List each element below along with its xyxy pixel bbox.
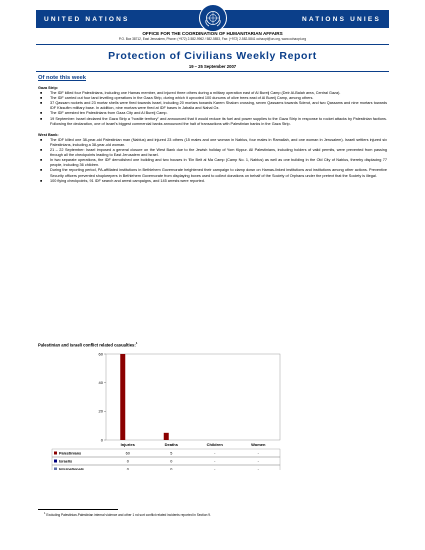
table-cell: - <box>214 459 216 464</box>
table-cell: - <box>214 467 216 470</box>
legend-label: Internationals <box>59 467 84 470</box>
bar-palestinians <box>120 354 125 440</box>
gaza-list <box>38 91 387 127</box>
gaza-heading: Gaza Strip: <box>38 86 59 90</box>
y-tick-label: 60 <box>98 351 103 357</box>
table-cell: 0 <box>170 459 173 464</box>
list-item: ■ 37 Qassam rockets and 23 mortar shells were fired towards Israel, including 20 mortars towards Karem Shalom crossing, seven Qassams towards Sderot, and two Qassams and nine mortars towards IDF Kissufim military base. In addition, nine mortars were fired at IDF bases in Jabalia and Nahal Oz. <box>50 101 387 111</box>
org-name-english: UNITED NATIONS <box>44 15 130 23</box>
list-item: ■ 100 flying checkpoints, 91 IDF search and arrest campaigns, and 145 arrests were reported. <box>50 179 387 184</box>
chart-title-text: Palestinian and Israeli conflict related casualties: <box>38 342 136 348</box>
report-title: Protection of Civilians Weekly Report <box>108 50 317 62</box>
plot-area <box>106 354 280 440</box>
x-category-label: Women <box>251 442 266 447</box>
title-divider <box>36 71 389 72</box>
list-item: ■ 19 September: Israel declared the Gaza Strip a "hostile territory" and announced that it would reduce its fuel and power supplies to the Gaza Strip in response to rocket attacks by Palestinian factions. Following the declaration, one of Israel's biggest commercial banks announced the halt of transactions with Palestinian banks in the Gaza Strip. <box>50 117 387 127</box>
bar-palestinians <box>164 433 169 440</box>
table-row <box>52 457 280 465</box>
footnote-divider <box>38 509 118 510</box>
x-category-label: Injuries <box>120 442 135 447</box>
table-row <box>52 449 280 457</box>
list-item: ■ The IDF carried out four land levelling operations in the Gaza Strip, during which it uprooted 100 dunums of olive trees east of Al Bureij Camp, among others. <box>50 96 387 101</box>
x-category-label: Children <box>206 442 223 447</box>
y-tick-label: 40 <box>98 379 103 385</box>
legend-key <box>54 452 57 455</box>
table-cell: 0 <box>126 459 129 464</box>
x-category-label: Deaths <box>164 442 178 447</box>
westbank-list <box>38 138 387 184</box>
office-name: OFFICE FOR THE COORDINATION OF HUMANITARIAN AFFAIRS <box>142 31 283 36</box>
casualties-chart <box>50 350 290 470</box>
table-row <box>52 465 280 470</box>
footnote-text: Excluding Palestinian-Palestinian internal violence and other 1 nd sort conflict related incidents reported in Section 9. <box>46 513 211 518</box>
table-cell: - <box>257 451 259 456</box>
report-dates: 19 – 25 September 2007 <box>188 64 237 69</box>
list-item: ■ The IDF arrested ten Palestinians from Gaza City and Al Bureij Camp. <box>50 111 387 116</box>
footnote <box>44 512 211 517</box>
report-body <box>38 86 387 190</box>
chart-title <box>38 341 137 347</box>
table-cell: 60 <box>125 451 130 456</box>
y-tick-label: 0 <box>100 437 103 443</box>
table-cell: 0 <box>170 467 173 470</box>
list-item: ■ In two separate operations, the IDF demolished one building and two houses in 'Ein Beit al Ma Camp (Camp No. 1, Nablus) as well as one building in the Old City of Nablus, thereby displacing 77 people, including 36 children. <box>50 158 387 168</box>
list-item: ■ The IDF killed one 38-year-old Palestinian man (Nablus) and injured 23 others (15 males and one woman in Nablus, four males in Ramallah, and one woman in Jerusalem). Israeli settlers injured six Palestinians, including a 38-year-old woman. <box>50 138 387 148</box>
table-cell: - <box>257 459 259 464</box>
table-cell: - <box>257 467 259 470</box>
table-cell: 5 <box>170 451 173 456</box>
org-name-french: NATIONS UNIES <box>301 15 381 23</box>
table-cell: 0 <box>126 467 129 470</box>
footnote-mark: 1 <box>44 512 46 515</box>
list-item: ■ 21 – 22 September: Israel imposed a general closure on the West Bank due to the Jewish holiday of Yom Kippur. All Palestinians, including holders of valid permits, were prevented from passing through all the checkpoints leading to East Jerusalem and Israel. <box>50 148 387 158</box>
legend-label: Palestinians <box>59 451 82 456</box>
legend-key <box>54 468 57 471</box>
office-address: P.O. Box 38712, East Jerusalem, Phone: (+972) 2-582-9962 / 582-5853, Fax: (+972) 2-582-5841 ochaopt@un.org, www.ochaopt.org <box>118 37 307 41</box>
legend-key <box>54 460 57 463</box>
table-cell: - <box>214 451 216 456</box>
list-item: ■ The IDF killed four Palestinians, including one Hamas member, and injured three others during a military operation east of Al Bureij Camp (Deir Al-Balah area, Central Gaza). <box>50 91 387 96</box>
legend-label: Israelis <box>59 459 73 464</box>
chart-title-footnote-mark: 1 <box>135 341 138 345</box>
un-emblem-icon <box>199 4 227 32</box>
westbank-heading: West Bank: <box>38 132 59 137</box>
list-item: ■ During the reporting period, PA-affiliated institutions in Bethlehem Governorate heightened their campaign to clamp down on Hamas-linked institutions and institutions among other actions. Preventive Security officers prevented shopkeepers in Bethlehem Governorate from displaying boxes used to collect donations on behalf of the Society of Orphans under the pretext that the Society is illegal. <box>50 168 387 178</box>
header-divider <box>36 44 389 45</box>
y-tick-label: 20 <box>98 408 103 414</box>
section-title: Of note this week <box>38 75 86 81</box>
